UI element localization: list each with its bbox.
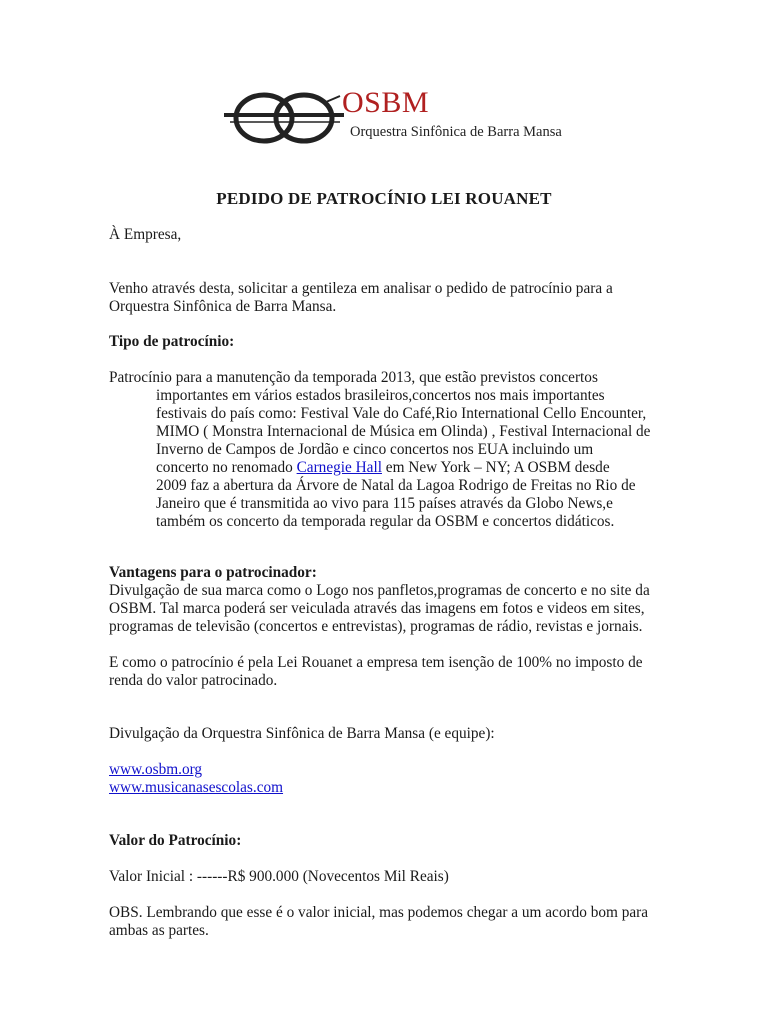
tipo-line-9: também os concerto da temporada regular da OSBM e concertos didáticos. — [156, 513, 615, 530]
musicanasescolas-link-line — [109, 779, 283, 797]
musicanasescolas-website-link[interactable]: www.musicanasescolas.com — [109, 779, 284, 796]
divulgacao-text: Divulgação da Orquestra Sinfônica de Barra Mansa (e equipe): — [109, 725, 495, 742]
tipo-line-3: festivais do país como: Festival Vale do Café,Rio International Cello Encounter, — [156, 405, 647, 422]
isencao-line-2: renda do valor patrocinado. — [109, 672, 278, 689]
logo-name: OSBM — [342, 86, 430, 119]
document-title: PEDIDO DE PATROCÍNIO LEI ROUANET — [216, 189, 552, 208]
carnegie-hall-link[interactable]: Carnegie Hall — [296, 459, 382, 476]
tipo-line-6-post: em New York – NY; A OSBM desde — [381, 459, 610, 476]
osbm-link-line — [109, 761, 202, 779]
intro-line-2: Orquestra Sinfônica de Barra Mansa. — [109, 298, 337, 315]
tipo-line-8: Janeiro que é transmitida ao vivo para 115 países através da Globo News,e — [156, 495, 613, 512]
tipo-line-4: MIMO ( Monstra Internacional de Música em Olinda) , Festival Internacional de — [156, 423, 651, 440]
tipo-line-5: Inverno de Campos de Jordão e cinco concertos nos EUA incluindo um — [156, 441, 594, 458]
logo-subtitle: Orquestra Sinfônica de Barra Mansa — [350, 124, 562, 140]
vantagens-heading: Vantagens para o patrocinador: — [109, 564, 317, 581]
valor-inicial: Valor Inicial : ------R$ 900.000 (Novecentos Mil Reais) — [109, 868, 449, 885]
tipo-line-2: importantes em vários estados brasileiros,concertos nos mais importantes — [156, 387, 605, 404]
vantagens-line-3: programas de televisão (concertos e entrevistas), programas de rádio, revistas e jornais. — [109, 618, 643, 635]
vantagens-line-1: Divulgação de sua marca como o Logo nos panfletos,programas de concerto e no site da — [109, 582, 650, 599]
tipo-line-6 — [156, 459, 610, 477]
osbm-website-link[interactable]: www.osbm.org — [109, 761, 203, 778]
tipo-line-7: 2009 faz a abertura da Árvore de Natal da Lagoa Rodrigo de Freitas no Rio de — [156, 477, 636, 494]
osbm-logo — [222, 82, 562, 154]
tipo-heading: Tipo de patrocínio: — [109, 333, 235, 350]
obs-line-1: OBS. Lembrando que esse é o valor inicial, mas podemos chegar a um acordo bom para — [109, 904, 649, 921]
orchestra-emblem-icon — [222, 82, 347, 154]
isencao-line-1: E como o patrocínio é pela Lei Rouanet a empresa tem isenção de 100% no imposto de — [109, 654, 643, 671]
intro-line-1: Venho através desta, solicitar a gentileza em analisar o pedido de patrocínio para a — [109, 280, 613, 297]
tipo-line-1: Patrocínio para a manutenção da temporada 2013, que estão previstos concertos — [109, 369, 598, 386]
tipo-line-6-pre: concerto no renomado — [156, 459, 297, 476]
valor-heading: Valor do Patrocínio: — [109, 832, 242, 849]
vantagens-line-2: OSBM. Tal marca poderá ser veiculada através das imagens em fotos e videos em sites, — [109, 600, 645, 617]
salutation: À Empresa, — [109, 226, 182, 243]
obs-line-2: ambas as partes. — [109, 922, 209, 939]
